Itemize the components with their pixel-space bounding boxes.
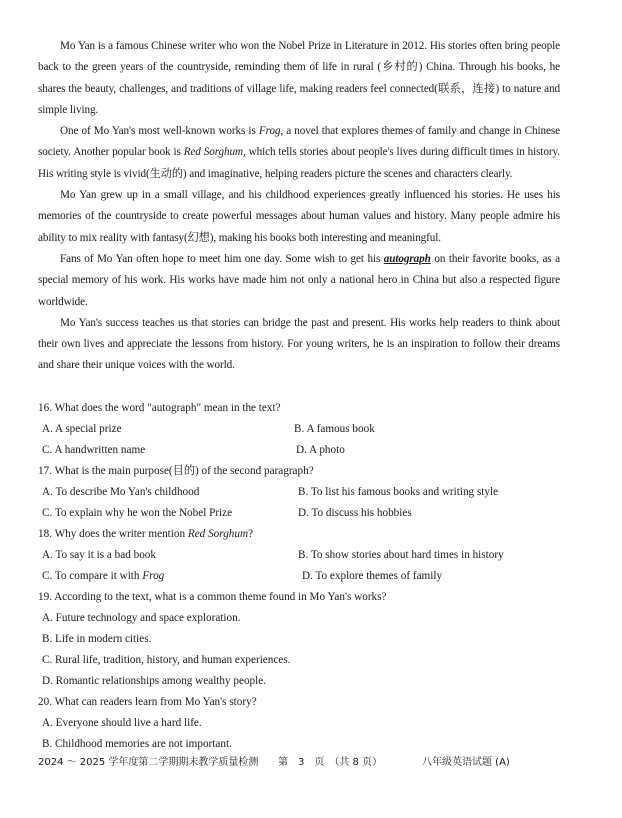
question-20-option-b: B. Childhood memories are not important. — [42, 738, 232, 750]
question-19-option-d: D. Romantic relationships among wealthy people. — [42, 675, 267, 687]
footer-paper-title: 八年级英语试题 (A) — [422, 757, 510, 768]
question-17-option-a: A. To describe Mo Yan's childhood — [42, 486, 200, 498]
paragraph-1: Mo Yan is a famous Chinese writer who won the Nobel Prize in Literature in 2012. His stories often bring people back to the green years of the countryside, reminding them of life in rural (乡村的) China. Through his books, he shares the beauty, challenges, and traditions of village life, making readers feel connected(联系，连接) to nature and simple living. — [38, 40, 560, 116]
question-17-option-b: B. To list his famous books and writing style — [298, 486, 499, 498]
paragraph-3: Mo Yan grew up in a small village, and his childhood experiences greatly influenced his stories. He uses his memories of the countryside to create powerful messages about human values and history. Many people admire his ability to mix reality with fantasy(幻想), making his books both interesting and meaningful. — [38, 189, 560, 244]
question-19-stem: 19. According to the text, what is a common theme found in Mo Yan's works? — [38, 591, 387, 603]
question-18-options-row-1 — [38, 545, 568, 566]
paragraph-2-text: a novel that explores themes of family and change in Chinese society. Another popular book is — [38, 125, 560, 159]
question-16-option-d: D. A photo — [296, 444, 345, 456]
reading-passage — [38, 36, 560, 377]
keyword-autograph: autograph — [383, 252, 431, 265]
question-20-option-a: A. Everyone should live a hard life. — [42, 717, 202, 729]
book-title-frog: Frog, — [258, 125, 284, 138]
paragraph-2-text: , which tells stories about people's lives during difficult times in history. His writing style is vivid(生动的) and imaginative, helping readers picture the scenes and characters clearly. — [38, 146, 560, 180]
footer-page-number: 第 3 页 （共 8 页） — [278, 757, 383, 768]
question-17-option-d: D. To discuss his hobbies — [298, 507, 412, 519]
question-18-options-row-2 — [38, 566, 568, 587]
book-title-red-sorghum: Red Sorghum — [183, 146, 244, 159]
book-title-frog: Frog — [142, 570, 165, 582]
paragraph-4-text: on their favorite books, as a special memory of his work. His works have made him not only a national hero in China but also a respected figure worldwide. — [38, 252, 560, 308]
question-17-options-row-2 — [38, 503, 568, 524]
page-footer — [38, 755, 518, 771]
question-16-option-a: A. A special prize — [42, 423, 122, 435]
question-17-option-c: C. To explain why he won the Nobel Prize — [42, 507, 233, 519]
footer-exam-name: 2024 ～ 2025 学年度第二学期期末教学质量检测 — [38, 757, 259, 768]
question-16-option-c: C. A handwritten name — [42, 444, 146, 456]
question-19-option-c: C. Rural life, tradition, history, and human experiences. — [42, 654, 291, 666]
question-19-option-a: A. Future technology and space exploration. — [42, 612, 241, 624]
question-list — [38, 398, 568, 755]
question-16-option-b: B. A famous book — [294, 423, 375, 435]
question-18-option-b: B. To show stories about hard times in history — [298, 549, 504, 561]
paragraph-2-text: One of Mo Yan's most well-known works is — [60, 125, 259, 138]
book-title-red-sorghum: Red Sorghum — [187, 528, 249, 540]
paragraph-4-text: Fans of Mo Yan often hope to meet him one day. Some wish to get his — [60, 252, 384, 265]
question-19-option-b: B. Life in modern cities. — [42, 633, 152, 645]
question-17-stem: 17. What is the main purpose(目的) of the second paragraph? — [38, 465, 314, 477]
question-16-stem: 16. What does the word "autograph" mean in the text? — [38, 402, 281, 414]
question-20-stem: 20. What can readers learn from Mo Yan's story? — [38, 696, 257, 708]
question-18-stem — [38, 524, 568, 545]
question-18-option-a: A. To say it is a bad book — [42, 549, 156, 561]
question-18-option-c-text: C. To compare it with — [42, 570, 143, 582]
question-mark: ? — [248, 528, 254, 540]
question-18-option-d: D. To explore themes of family — [302, 570, 443, 582]
question-17-options-row-1 — [38, 482, 568, 503]
question-18-stem-text: 18. Why does the writer mention — [38, 528, 188, 540]
question-16-options-row-2 — [38, 440, 568, 461]
paragraph-5: Mo Yan's success teaches us that stories can bridge the past and present. His works help readers to think about their own lives and appreciate the lessons from history. For young writers, he is an inspiration to follow their dreams and share their unique voices with the world. — [38, 316, 560, 372]
question-16-options-row-1 — [38, 419, 568, 440]
paragraph-4 — [38, 249, 560, 313]
question-18-option-c — [42, 566, 164, 587]
paragraph-2 — [38, 121, 560, 185]
